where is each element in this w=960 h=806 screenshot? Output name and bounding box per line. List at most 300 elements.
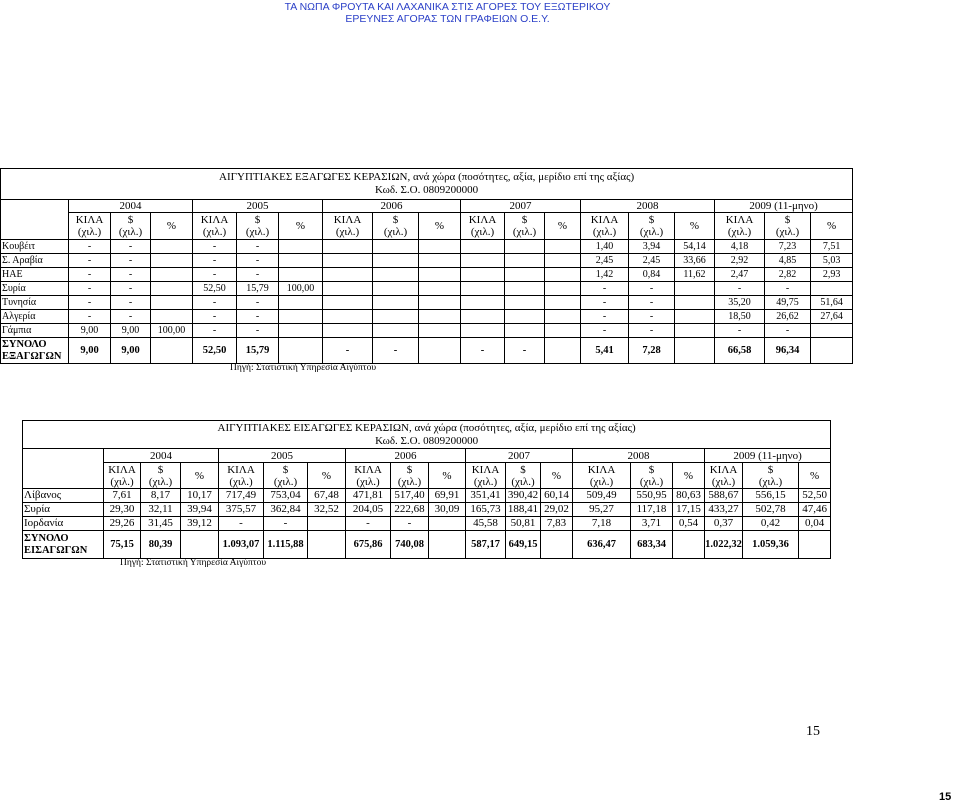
col-header-unit: (χιλ.) xyxy=(711,475,736,488)
col-header-unit: (χιλ.) xyxy=(229,475,253,488)
usd-cell xyxy=(505,240,545,254)
running-header-line-2: ΕΡΕΥΝΕΣ ΑΓΟΡΑΣ ΤΩΝ ΓΡΑΦΕΙΩΝ Ο.Ε.Υ. xyxy=(345,13,550,25)
pct-cell: 54,14 xyxy=(675,240,715,254)
col-header-usd xyxy=(765,213,811,240)
pct-cell: 100,00 xyxy=(279,282,323,296)
col-header-unit: (χιλ.) xyxy=(470,226,495,238)
product-code: Κωδ. Σ.Ο. 0809200000 xyxy=(375,434,479,447)
pct-cell: 17,15 xyxy=(673,503,705,517)
kg-cell: 2,47 xyxy=(715,268,765,282)
pct-cell: 5,03 xyxy=(811,254,853,268)
kg-cell: - xyxy=(346,517,391,531)
pct-cell: 2,93 xyxy=(811,268,853,282)
col-header-unit: (χιλ.) xyxy=(639,475,664,488)
usd-cell: - xyxy=(111,268,151,282)
col-header-unit: (χιλ.) xyxy=(511,475,535,488)
kg-cell: - xyxy=(193,240,237,254)
total-row xyxy=(1,338,853,364)
usd-cell: - xyxy=(629,296,675,310)
pct-cell xyxy=(545,268,581,282)
col-header-unit: (χιλ.) xyxy=(273,475,298,488)
col-header-usd-label: $ xyxy=(406,463,413,476)
pct-cell xyxy=(675,296,715,310)
col-header-usd xyxy=(631,463,673,489)
pct-cell: 32,52 xyxy=(308,503,346,517)
kg-cell: 717,49 xyxy=(219,489,264,503)
kg-cell: 588,67 xyxy=(705,489,743,503)
kg-cell xyxy=(461,310,505,324)
pct-cell xyxy=(419,240,461,254)
pct-cell xyxy=(151,254,193,268)
usd-cell: 117,18 xyxy=(631,503,673,517)
total-kg-cell: - xyxy=(323,338,373,364)
pct-cell xyxy=(279,240,323,254)
col-header-pct: % xyxy=(799,463,831,489)
pct-cell xyxy=(308,517,346,531)
usd-cell: 8,17 xyxy=(141,489,181,503)
usd-cell: 26,62 xyxy=(765,310,811,324)
col-header-kg xyxy=(581,213,629,240)
year-header: 2007 xyxy=(461,200,581,213)
kg-cell: - xyxy=(69,268,111,282)
col-header-usd-label: $ xyxy=(127,214,134,226)
kg-cell: 52,50 xyxy=(193,282,237,296)
pct-cell xyxy=(151,240,193,254)
kg-cell: - xyxy=(193,254,237,268)
col-header-unit: (χιλ.) xyxy=(512,226,537,238)
total-kg-cell: 1.022,32 xyxy=(705,531,743,559)
col-header-kg-label: ΚΙΛΑ xyxy=(200,214,229,226)
country-label: ΗΑΕ xyxy=(1,268,69,282)
pct-cell: 7,51 xyxy=(811,240,853,254)
col-header-unit: (χιλ.) xyxy=(473,475,498,488)
col-header-usd-label: $ xyxy=(157,463,164,476)
country-label: Συρία xyxy=(23,503,104,517)
usd-cell xyxy=(373,268,419,282)
usd-cell xyxy=(505,324,545,338)
table-row xyxy=(23,503,831,517)
product-code: Κωδ. Σ.Ο. 0809200000 xyxy=(375,184,479,196)
page-number: 15 xyxy=(806,724,820,739)
pct-cell xyxy=(151,282,193,296)
usd-cell: - xyxy=(237,296,279,310)
country-label: Γάμπια xyxy=(1,324,69,338)
pct-cell xyxy=(279,254,323,268)
col-header-usd-label: $ xyxy=(254,214,261,226)
col-header-kg-label: ΚΙΛΑ xyxy=(587,463,616,476)
col-header-unit: (χιλ.) xyxy=(592,226,617,238)
year-header: 2009 (11-μηνο) xyxy=(705,449,831,463)
kg-cell: - xyxy=(581,324,629,338)
kg-cell: - xyxy=(69,310,111,324)
pct-cell: 80,63 xyxy=(673,489,705,503)
pct-cell xyxy=(675,324,715,338)
country-label: Αλγερία xyxy=(1,310,69,324)
col-header-pct: % xyxy=(151,213,193,240)
col-header-usd-label: $ xyxy=(521,214,528,226)
kg-cell: 471,81 xyxy=(346,489,391,503)
col-header-kg xyxy=(705,463,743,489)
col-header-kg-label: ΚΙΛΑ xyxy=(108,463,136,476)
total-row xyxy=(23,531,831,559)
usd-cell: 15,79 xyxy=(237,282,279,296)
total-label xyxy=(1,338,69,364)
pct-cell: 47,46 xyxy=(799,503,831,517)
col-header-unit: (χιλ.) xyxy=(118,226,143,238)
col-header-unit: (χιλ.) xyxy=(148,475,173,488)
table-title xyxy=(1,169,853,200)
pct-cell xyxy=(419,268,461,282)
kg-cell: 45,58 xyxy=(466,517,506,531)
col-header-kg-label: ΚΙΛΑ xyxy=(709,463,738,476)
total-usd-cell: - xyxy=(505,338,545,364)
kg-cell xyxy=(461,254,505,268)
col-header-unit: (χιλ.) xyxy=(335,226,360,238)
table-title-row xyxy=(23,421,831,449)
header-corner xyxy=(23,449,104,489)
year-row xyxy=(1,200,853,213)
col-header-pct: % xyxy=(811,213,853,240)
running-header-line-1: ΤΑ ΝΩΠΑ ΦΡΟΥΤΑ ΚΑΙ ΛΑΧΑΝΙΚΑ ΣΤΙΣ ΑΓΟΡΕΣ ΤΟΥ ΕΞΩΤΕΡΙΚΟΥ xyxy=(284,1,611,13)
col-header-unit: (χιλ.) xyxy=(775,226,800,238)
col-header-usd xyxy=(506,463,541,489)
pct-cell xyxy=(151,310,193,324)
kg-cell: 29,26 xyxy=(104,517,141,531)
pct-cell: 30,09 xyxy=(429,503,466,517)
col-header-usd-label: $ xyxy=(767,463,774,476)
pct-cell xyxy=(545,254,581,268)
col-header-kg xyxy=(323,213,373,240)
column-header-row xyxy=(1,213,853,240)
usd-cell: 362,84 xyxy=(264,503,308,517)
year-header: 2007 xyxy=(466,449,573,463)
table-row xyxy=(1,240,853,254)
usd-cell: 2,45 xyxy=(629,254,675,268)
usd-cell xyxy=(373,240,419,254)
col-header-usd-label: $ xyxy=(784,214,791,226)
usd-cell: - xyxy=(391,517,429,531)
col-header-pct: % xyxy=(675,213,715,240)
year-header: 2008 xyxy=(573,449,705,463)
usd-cell: - xyxy=(629,310,675,324)
total-kg-cell: 1.093,07 xyxy=(219,531,264,559)
col-header-usd xyxy=(743,463,799,489)
usd-cell: 3,94 xyxy=(629,240,675,254)
col-header-pct: % xyxy=(673,463,705,489)
total-label-line: ΣΥΝΟΛΟ xyxy=(24,532,69,544)
kg-cell: 35,20 xyxy=(715,296,765,310)
kg-cell: - xyxy=(581,310,629,324)
col-header-kg-label: ΚΙΛΑ xyxy=(75,214,104,226)
kg-cell: - xyxy=(69,254,111,268)
pct-cell xyxy=(279,310,323,324)
pct-cell: 0,04 xyxy=(799,517,831,531)
imports-table xyxy=(22,420,831,559)
pct-cell: 29,02 xyxy=(541,503,573,517)
table-row xyxy=(23,489,831,503)
col-header-unit: (χιλ.) xyxy=(397,475,422,488)
pct-cell xyxy=(151,296,193,310)
kg-cell: 7,18 xyxy=(573,517,631,531)
pct-cell xyxy=(279,324,323,338)
usd-cell: - xyxy=(765,282,811,296)
kg-cell: 375,57 xyxy=(219,503,264,517)
col-header-usd xyxy=(237,213,279,240)
pct-cell xyxy=(419,324,461,338)
col-header-usd-label: $ xyxy=(648,214,655,226)
pct-cell xyxy=(279,296,323,310)
usd-cell: 0,84 xyxy=(629,268,675,282)
col-header-unit: (χιλ.) xyxy=(589,475,614,488)
usd-cell: - xyxy=(111,240,151,254)
country-label: Τυνησία xyxy=(1,296,69,310)
col-header-pct: % xyxy=(308,463,346,489)
year-header: 2008 xyxy=(581,200,715,213)
source-note: Πηγή: Στατιστική Υπηρεσία Αιγύπτου xyxy=(230,363,377,373)
header-corner xyxy=(1,200,69,240)
total-usd-cell: 9,00 xyxy=(111,338,151,364)
total-kg-cell: 66,58 xyxy=(715,338,765,364)
pct-cell: 33,66 xyxy=(675,254,715,268)
pct-cell: 52,50 xyxy=(799,489,831,503)
col-header-usd xyxy=(391,463,429,489)
usd-cell: - xyxy=(629,324,675,338)
country-label: Λίβανος xyxy=(23,489,104,503)
total-kg-cell: 9,00 xyxy=(69,338,111,364)
usd-cell: 31,45 xyxy=(141,517,181,531)
usd-cell xyxy=(505,310,545,324)
kg-cell: 4,18 xyxy=(715,240,765,254)
pct-cell: 51,64 xyxy=(811,296,853,310)
usd-cell xyxy=(505,268,545,282)
usd-cell: 9,00 xyxy=(111,324,151,338)
col-header-kg xyxy=(573,463,631,489)
pct-cell xyxy=(429,517,466,531)
col-header-usd xyxy=(141,463,181,489)
kg-cell: 1,40 xyxy=(581,240,629,254)
table-row xyxy=(1,310,853,324)
pct-cell: 39,94 xyxy=(181,503,219,517)
kg-cell xyxy=(461,324,505,338)
col-header-usd-label: $ xyxy=(648,463,655,476)
usd-cell: - xyxy=(111,310,151,324)
total-label-line: ΣΥΝΟΛΟ xyxy=(2,338,47,350)
usd-cell: - xyxy=(264,517,308,531)
total-usd-cell: 15,79 xyxy=(237,338,279,364)
usd-cell: 0,42 xyxy=(743,517,799,531)
kg-cell: - xyxy=(581,296,629,310)
col-header-usd xyxy=(111,213,151,240)
col-header-pct: % xyxy=(181,463,219,489)
table-title-text: ΑΙΓΥΠΤΙΑΚΕΣ ΕΞΑΓΩΓΕΣ ΚΕΡΑΣΙΩΝ, ανά χώρα (ποσότητες, αξία, μερίδιο επί της αξίας) xyxy=(219,171,635,183)
country-label: Συρία xyxy=(1,282,69,296)
kg-cell: 9,00 xyxy=(69,324,111,338)
usd-cell xyxy=(373,296,419,310)
total-kg-cell: 5,41 xyxy=(581,338,629,364)
pct-cell: 27,64 xyxy=(811,310,853,324)
table-row xyxy=(1,268,853,282)
year-header: 2005 xyxy=(193,200,323,213)
kg-cell: 433,27 xyxy=(705,503,743,517)
total-pct-cell xyxy=(799,531,831,559)
year-header: 2004 xyxy=(104,449,219,463)
pct-cell xyxy=(151,268,193,282)
year-header: 2004 xyxy=(69,200,193,213)
kg-cell: - xyxy=(69,296,111,310)
usd-cell: 390,42 xyxy=(506,489,541,503)
total-pct-cell xyxy=(673,531,705,559)
total-kg-cell: 675,86 xyxy=(346,531,391,559)
pct-cell xyxy=(279,268,323,282)
total-pct-cell xyxy=(811,338,853,364)
col-header-kg-label: ΚΙΛΑ xyxy=(471,463,500,476)
corner-page-number: 15 xyxy=(939,791,952,803)
kg-cell xyxy=(323,268,373,282)
usd-cell: 3,71 xyxy=(631,517,673,531)
pct-cell xyxy=(419,254,461,268)
kg-cell xyxy=(323,324,373,338)
usd-cell: 4,85 xyxy=(765,254,811,268)
kg-cell: 165,73 xyxy=(466,503,506,517)
col-header-usd xyxy=(629,213,675,240)
col-header-kg xyxy=(461,213,505,240)
pct-cell: 69,91 xyxy=(429,489,466,503)
kg-cell: 351,41 xyxy=(466,489,506,503)
kg-cell xyxy=(461,296,505,310)
usd-cell: - xyxy=(237,254,279,268)
col-header-unit: (χιλ.) xyxy=(245,226,270,238)
pct-cell xyxy=(545,240,581,254)
total-kg-cell: 636,47 xyxy=(573,531,631,559)
usd-cell: 517,40 xyxy=(391,489,429,503)
col-header-kg-label: ΚΙΛΑ xyxy=(725,214,754,226)
kg-cell: 29,30 xyxy=(104,503,141,517)
kg-cell: 0,37 xyxy=(705,517,743,531)
pct-cell xyxy=(419,296,461,310)
col-header-pct: % xyxy=(419,213,461,240)
total-usd-cell: 7,28 xyxy=(629,338,675,364)
col-header-usd xyxy=(505,213,545,240)
col-header-kg xyxy=(219,463,264,489)
table-row xyxy=(23,517,831,531)
column-header-row xyxy=(23,463,831,489)
col-header-unit: (χιλ.) xyxy=(758,475,783,488)
usd-cell: 550,95 xyxy=(631,489,673,503)
pct-cell: 67,48 xyxy=(308,489,346,503)
kg-cell: - xyxy=(69,282,111,296)
usd-cell xyxy=(373,254,419,268)
total-kg-cell: 75,15 xyxy=(104,531,141,559)
col-header-pct: % xyxy=(429,463,466,489)
usd-cell xyxy=(505,296,545,310)
kg-cell: 204,05 xyxy=(346,503,391,517)
document-running-header xyxy=(240,1,655,25)
kg-cell: 1,42 xyxy=(581,268,629,282)
usd-cell: - xyxy=(111,254,151,268)
kg-cell: - xyxy=(219,517,264,531)
col-header-usd xyxy=(373,213,419,240)
total-pct-cell xyxy=(308,531,346,559)
kg-cell xyxy=(323,282,373,296)
usd-cell: - xyxy=(237,324,279,338)
country-label: Κουβέιτ xyxy=(1,240,69,254)
usd-cell: - xyxy=(629,282,675,296)
total-usd-cell: 740,08 xyxy=(391,531,429,559)
pct-cell xyxy=(545,296,581,310)
pct-cell: 11,62 xyxy=(675,268,715,282)
kg-cell: - xyxy=(193,310,237,324)
col-header-usd-label: $ xyxy=(520,463,526,476)
usd-cell xyxy=(505,254,545,268)
total-usd-cell: 1.059,36 xyxy=(743,531,799,559)
table-title xyxy=(23,421,831,449)
pct-cell xyxy=(545,324,581,338)
total-pct-cell xyxy=(419,338,461,364)
year-header: 2009 (11-μηνο) xyxy=(715,200,853,213)
usd-cell: - xyxy=(237,268,279,282)
kg-cell xyxy=(461,282,505,296)
total-pct-cell xyxy=(541,531,573,559)
col-header-kg-label: ΚΙΛΑ xyxy=(468,214,497,226)
total-pct-cell xyxy=(675,338,715,364)
usd-cell: 7,23 xyxy=(765,240,811,254)
year-row xyxy=(23,449,831,463)
kg-cell xyxy=(461,240,505,254)
kg-cell xyxy=(323,254,373,268)
col-header-unit: (χιλ.) xyxy=(202,226,227,238)
col-header-unit: (χιλ.) xyxy=(639,226,664,238)
col-header-kg xyxy=(104,463,141,489)
usd-cell xyxy=(373,282,419,296)
year-header: 2006 xyxy=(323,200,461,213)
usd-cell xyxy=(373,324,419,338)
usd-cell: 49,75 xyxy=(765,296,811,310)
kg-cell: - xyxy=(193,296,237,310)
usd-cell: 2,82 xyxy=(765,268,811,282)
pct-cell xyxy=(419,310,461,324)
col-header-unit: (χιλ.) xyxy=(110,475,134,488)
pct-cell: 7,83 xyxy=(541,517,573,531)
total-usd-cell: 683,34 xyxy=(631,531,673,559)
total-pct-cell xyxy=(181,531,219,559)
usd-cell: 753,04 xyxy=(264,489,308,503)
col-header-kg-label: ΚΙΛΑ xyxy=(354,463,382,476)
kg-cell: 2,92 xyxy=(715,254,765,268)
pct-cell xyxy=(675,282,715,296)
usd-cell xyxy=(505,282,545,296)
total-kg-cell: 52,50 xyxy=(193,338,237,364)
total-usd-cell: 96,34 xyxy=(765,338,811,364)
col-header-kg xyxy=(466,463,506,489)
usd-cell: 32,11 xyxy=(141,503,181,517)
year-header: 2005 xyxy=(219,449,346,463)
total-usd-cell: 80,39 xyxy=(141,531,181,559)
kg-cell: - xyxy=(193,268,237,282)
country-label: Ιορδανία xyxy=(23,517,104,531)
kg-cell xyxy=(323,240,373,254)
col-header-kg xyxy=(715,213,765,240)
pct-cell xyxy=(675,310,715,324)
total-kg-cell: 587,17 xyxy=(466,531,506,559)
total-pct-cell xyxy=(151,338,193,364)
col-header-kg-label: ΚΙΛΑ xyxy=(333,214,362,226)
col-header-unit: (χιλ.) xyxy=(383,226,408,238)
pct-cell: 39,12 xyxy=(181,517,219,531)
col-header-usd-label: $ xyxy=(392,214,399,226)
total-kg-cell: - xyxy=(461,338,505,364)
col-header-usd-label: $ xyxy=(282,463,289,476)
col-header-kg-label: ΚΙΛΑ xyxy=(590,214,619,226)
